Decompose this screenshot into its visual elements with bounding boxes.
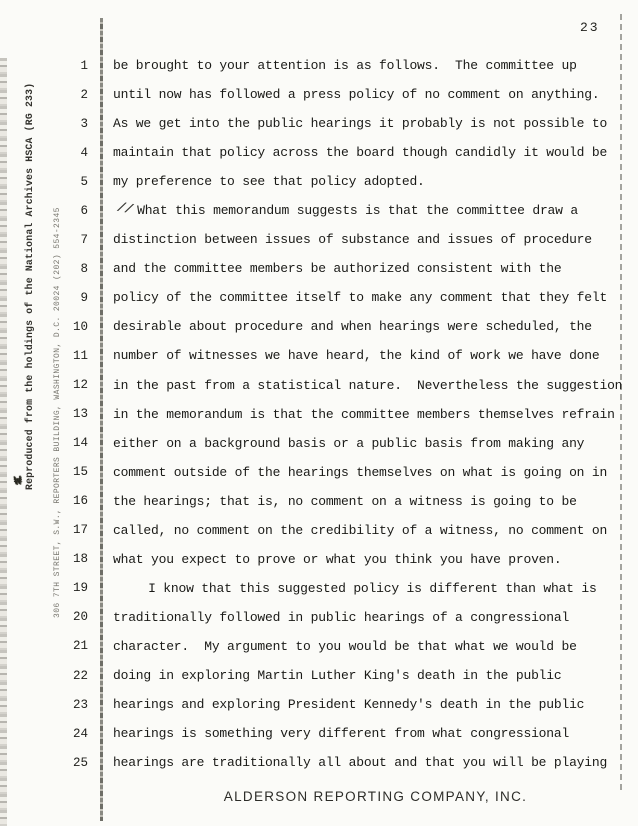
transcript-line	[0, 545, 638, 574]
transcript-text-cell	[113, 200, 578, 219]
transcript-line	[0, 574, 638, 603]
transcript-text: character. My argument to you would be that what we would be	[113, 638, 577, 654]
line-number: 8	[80, 261, 88, 276]
line-number: 20	[72, 610, 88, 625]
line-number: 9	[80, 290, 88, 305]
transcript-text: the hearings; that is, no comment on a witness is going to be	[113, 493, 577, 509]
line-number: 11	[72, 348, 88, 363]
transcript-text: in the past from a statistical nature. Nevertheless the suggestion	[113, 377, 623, 393]
line-number: 14	[72, 436, 88, 451]
line-number: 12	[72, 378, 88, 393]
handwritten-slash-mark: //	[116, 200, 134, 218]
line-number: 16	[72, 494, 88, 509]
transcript-text: What this memorandum suggests is that the committee draw a	[137, 203, 578, 219]
transcript-line	[0, 109, 638, 138]
reporting-company-footer: ALDERSON REPORTING COMPANY, INC.	[223, 789, 528, 804]
transcript-text: number of witnesses we have heard, the kind of work we have done	[113, 348, 600, 364]
line-number: 18	[72, 552, 88, 567]
transcript-text-cell	[113, 87, 599, 102]
transcript-line	[0, 138, 638, 167]
transcript-line	[0, 458, 638, 487]
transcript-text: my preference to see that policy adopted.	[113, 174, 425, 190]
line-number: 17	[72, 523, 88, 538]
transcript-text-cell	[113, 436, 584, 451]
transcript-text-cell	[113, 581, 597, 596]
transcript-text-cell	[113, 726, 569, 741]
transcript-text-cell	[113, 552, 561, 567]
transcript-line	[0, 254, 638, 283]
transcript-text-cell	[113, 494, 577, 509]
transcript-line	[0, 603, 638, 632]
transcript-line	[0, 429, 638, 458]
transcript-text-cell	[113, 319, 592, 334]
transcript-line	[0, 51, 638, 80]
line-number: 23	[72, 697, 88, 712]
transcript-text: either on a background basis or a public basis from making any	[113, 435, 585, 451]
transcript-line	[0, 283, 638, 312]
transcript-text-cell	[113, 610, 569, 625]
transcript-line	[0, 516, 638, 545]
transcript-line	[0, 632, 638, 661]
line-number: 7	[80, 232, 88, 247]
line-number: 13	[72, 407, 88, 422]
transcript-line	[0, 371, 638, 400]
line-number: 21	[72, 639, 88, 654]
transcript-text: I know that this suggested policy is different than what is	[148, 580, 597, 596]
transcript-line	[0, 80, 638, 109]
transcript-text: be brought to your attention is as follows. The committee up	[113, 58, 577, 74]
transcript-line	[0, 400, 638, 429]
transcript-text-cell	[113, 407, 615, 422]
transcript-body	[0, 51, 638, 777]
line-number: 15	[72, 465, 88, 480]
reporter-address-text: 306 7TH STREET, S.W., REPORTERS BUILDING, WASHINGTON, D.C. 20024 (202) 554-2345	[53, 207, 62, 618]
stamp-mark: ₩	[13, 473, 22, 489]
line-number: 2	[80, 87, 88, 102]
transcript-text-cell	[113, 639, 577, 654]
line-number: 24	[72, 726, 88, 741]
transcript-text-cell	[113, 174, 425, 189]
archives-stamp-text: Reproduced from the holdings of the National Archives HSCA (RG 233)	[24, 82, 35, 490]
transcript-line	[0, 225, 638, 254]
transcript-text: maintain that policy across the board though candidly it would be	[113, 145, 608, 161]
transcript-text-cell	[113, 668, 561, 683]
transcript-line	[0, 661, 638, 690]
transcript-line	[0, 167, 638, 196]
transcript-text-cell	[113, 261, 561, 276]
transcript-line	[0, 719, 638, 748]
transcript-text: hearings and exploring President Kennedy's death in the public	[113, 697, 585, 713]
transcript-text: traditionally followed in public hearings of a congressional	[113, 609, 570, 625]
transcript-line	[0, 196, 638, 225]
transcript-text-cell	[113, 290, 607, 305]
transcript-text: what you expect to prove or what you think you have proven.	[113, 551, 562, 567]
transcript-line	[0, 748, 638, 777]
line-number: 25	[72, 755, 88, 770]
line-number: 3	[80, 116, 88, 131]
transcript-text: hearings is something very different from what congressional	[113, 726, 570, 742]
line-number: 5	[80, 174, 88, 189]
transcript-text-cell	[113, 465, 607, 480]
transcript-text: and the committee members be authorized consistent with the	[113, 261, 562, 277]
transcript-text-cell	[113, 145, 607, 160]
transcript-text-cell	[113, 697, 584, 712]
transcript-text: As we get into the public hearings it probably is not possible to	[113, 116, 608, 132]
transcript-text: hearings are traditionally all about and that you will be playing	[113, 755, 608, 771]
line-number: 19	[72, 581, 88, 596]
transcript-text: policy of the committee itself to make any comment that they felt	[113, 290, 608, 306]
transcript-line	[0, 487, 638, 516]
transcript-text-cell	[113, 755, 607, 770]
transcript-text-cell	[113, 232, 592, 247]
transcript-line	[0, 690, 638, 719]
line-number: 22	[72, 668, 88, 683]
line-number: 1	[80, 58, 88, 73]
transcript-text: comment outside of the hearings themselves on what is going on in	[113, 464, 608, 480]
transcript-text-cell	[113, 58, 577, 73]
transcript-text-cell	[113, 348, 599, 363]
transcript-text-cell	[113, 378, 622, 393]
transcript-text: doing in exploring Martin Luther King's death in the public	[113, 668, 562, 683]
transcript-line	[0, 341, 638, 370]
line-number: 6	[80, 203, 88, 218]
page-number: 23	[580, 20, 600, 35]
transcript-line	[0, 312, 638, 341]
transcript-text: until now has followed a press policy of no comment on anything.	[113, 87, 600, 103]
line-number: 4	[80, 145, 88, 160]
transcript-text: distinction between issues of substance and issues of procedure	[113, 232, 592, 248]
transcript-text: in the memorandum is that the committee members themselves refrain	[113, 406, 615, 422]
transcript-text: called, no comment on the credibility of a witness, no comment on	[113, 522, 608, 538]
transcript-text-cell	[113, 116, 607, 131]
transcript-text-cell	[113, 523, 607, 538]
transcript-text: desirable about procedure and when hearings were scheduled, the	[113, 319, 592, 335]
line-number: 10	[72, 319, 88, 334]
